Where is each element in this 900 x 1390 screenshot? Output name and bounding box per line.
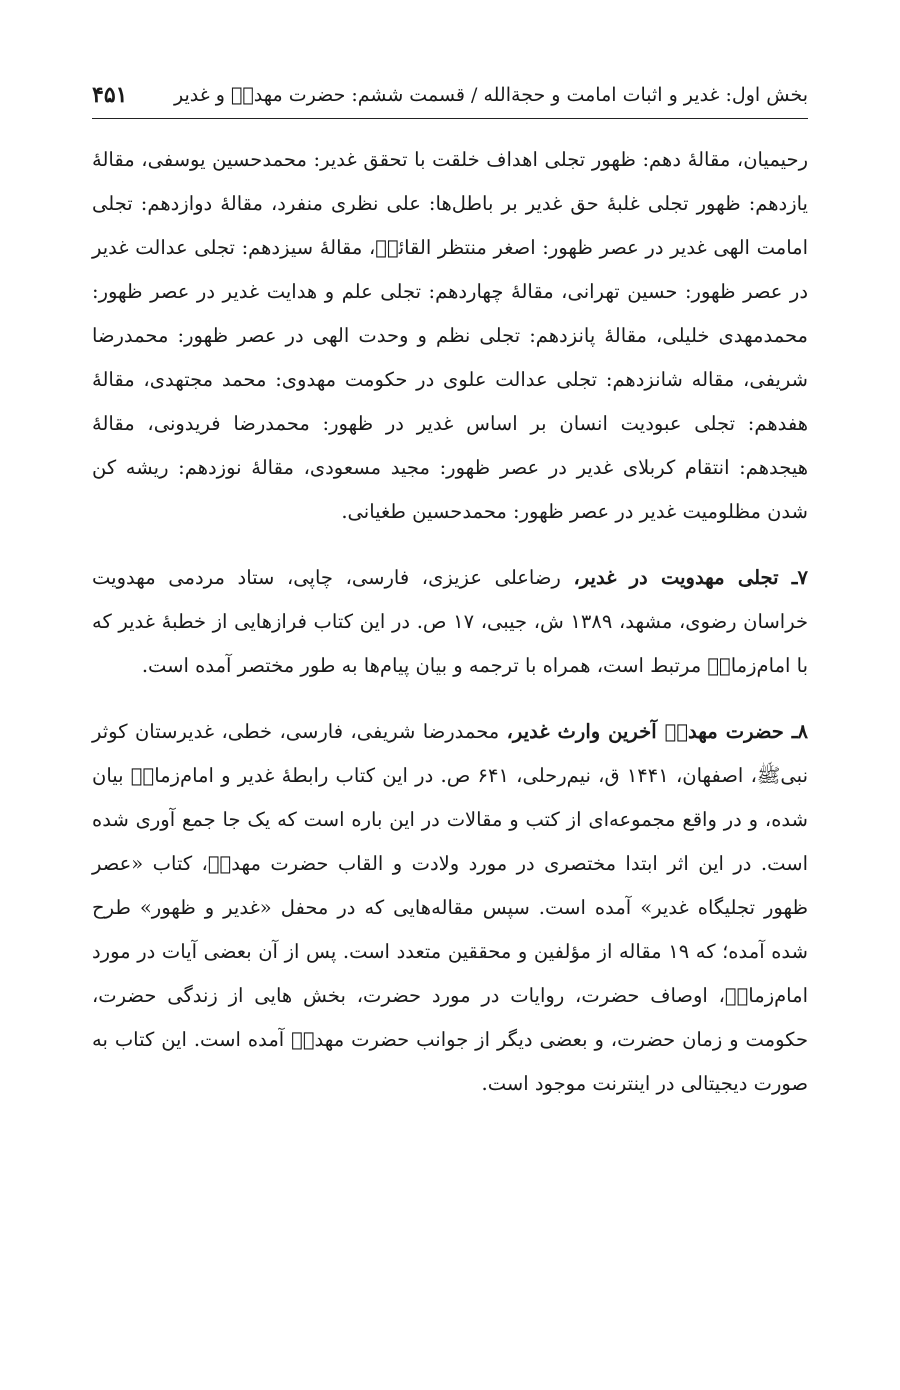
header-divider bbox=[92, 118, 808, 119]
entry-8-text: محمدرضا شریفی، فارسی، خطی، غدیرستان کوثر نبیﷺ، اصفهان، ۱۴۴۱ ق، نیم‌رحلی، ۶۴۱ ص. در این کتاب رابطهٔ غدیر و امام‌زمانؑ بیان شده، و در واقع مجموعه‌ای از کتب و مقالات در این باره است که یک جا جمع آوری شده است. در این اثر ابتدا مختصری در مورد ولادت و القاب حضرت مهدیؑ، کتاب «عصر ظهور تجلیگاه غدیر» آمده است. سپس مقاله‌هایی که در محفل «غدیر و ظهور» طرح شده آمده؛ که ۱۹ مقاله از مؤلفین و محققین متعدد است. پس از آن بعضی آیات در مورد امام‌زمانؑ، اوصاف حضرت، روایات در مورد حضرت، بخش هایی از زندگی حضرت، حکومت و زمان حضرت، و بعضی دیگر از جوانب حضرت مهدیؑ آمده است. این کتاب به صورت دیجیتالی در اینترنت موجود است. bbox=[92, 720, 809, 1095]
entry-8 bbox=[92, 710, 808, 1106]
entry-8-title: ۸ـ حضرت مهدیؑ آخرین وارث غدیر، bbox=[506, 720, 808, 743]
paragraph-continuation bbox=[92, 138, 808, 534]
running-header-title: بخش اول: غدیر و اثبات امامت و حجةالله / قسمت ششم: حضرت مهدیؑ و غدیر bbox=[174, 84, 808, 106]
page-number: ۴۵۱ bbox=[92, 82, 128, 108]
entry-7 bbox=[92, 556, 808, 688]
paragraph-text: رحیمیان، مقالهٔ دهم: ظهور تجلی اهداف خلقت با تحقق غدیر: محمدحسین یوسفی، مقالهٔ یازدهم: ظهور تجلی غلبهٔ حق غدیر بر باطل‌ها: علی نظری منفرد، مقالهٔ دوازدهم: تجلی امامت الهی غدیر در عصر ظهور: اصغر منتظر القائمؑ، مقالهٔ سیزدهم: تجلی عدالت غدیر در عصر ظهور: حسین تهرانی، مقالهٔ چهاردهم: تجلی علم و هدایت غدیر در عصر ظهور: محمدمهدی خلیلی، مقالهٔ پانزدهم: تجلی نظم و وحدت الهی در عصر ظهور: محمدرضا شریفی، مقاله شانزدهم: تجلی عدالت علوی در حکومت مهدوی: محمد مجتهدی، مقالهٔ هفدهم: تجلی عبودیت انسان بر اساس غدیر در ظهور: محمدرضا فریدونی، مقالهٔ هیجدهم: انتقام کربلای غدیر در عصر ظهور: مجید مسعودی، مقالهٔ نوزدهم: ریشه کن شدن مظلومیت غدیر در عصر ظهور: محمدحسین طغیانی. bbox=[92, 148, 808, 523]
entry-7-title: ۷ـ تجلی مهدویت در غدیر، bbox=[573, 566, 808, 589]
entry-7-text: رضاعلی عزیزی، فارسی، چاپی، ستاد مردمی مهدویت خراسان رضوی، مشهد، ۱۳۸۹ ش، جیبی، ۱۷ ص. در این کتاب فرازهایی از خطبهٔ غدیر که با امام‌زمانؑ مرتبط است، همراه با ترجمه و بیان پیام‌ها به طور مختصر آمده است. bbox=[92, 566, 809, 677]
running-header bbox=[92, 70, 808, 110]
body-text bbox=[92, 138, 808, 1124]
